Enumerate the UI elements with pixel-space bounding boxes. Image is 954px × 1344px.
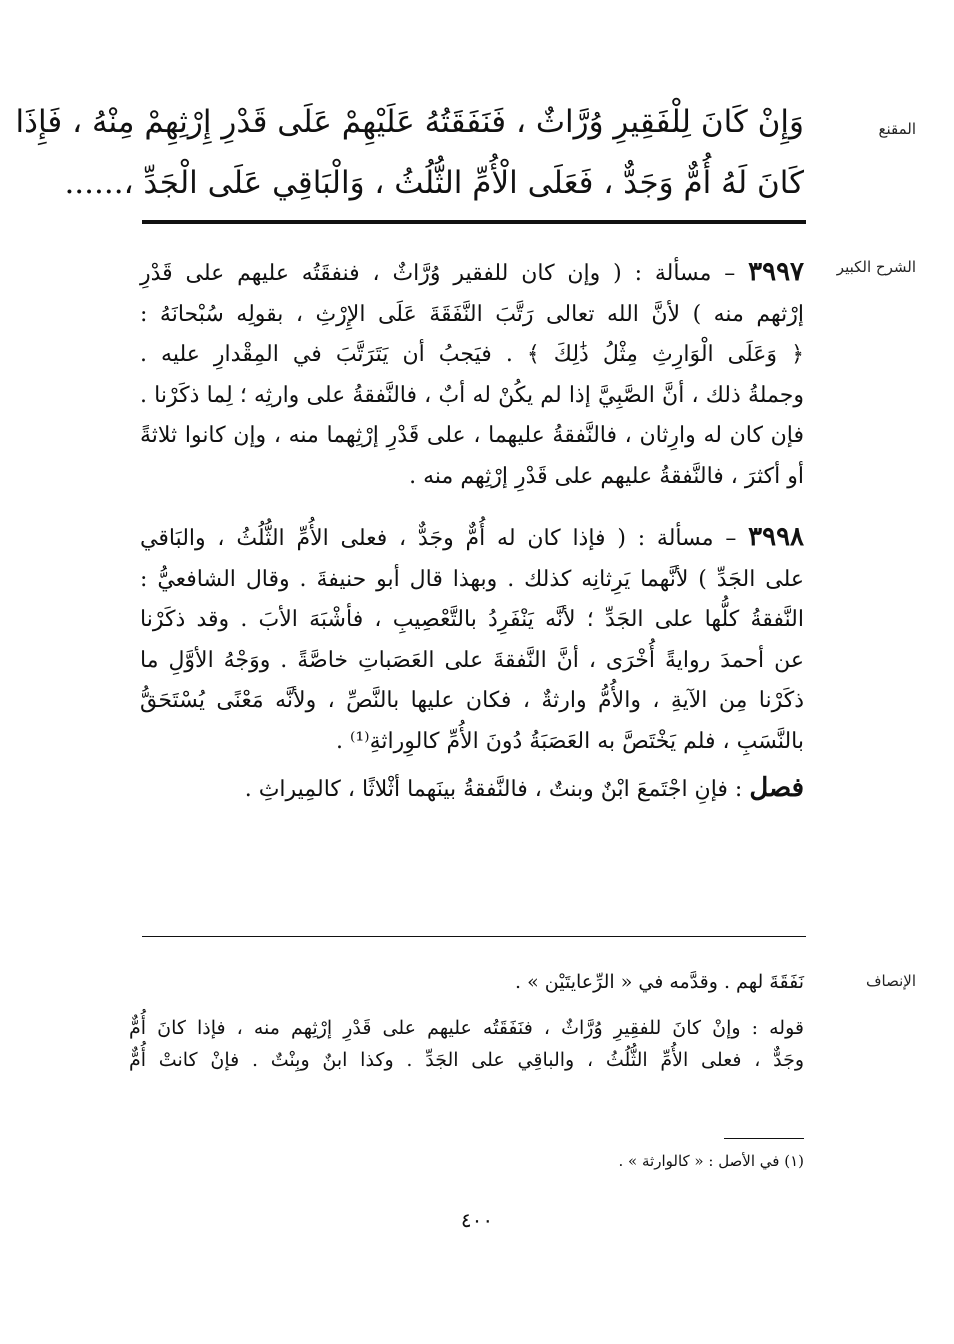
paragraph-line: وجملةُ ذلك ، أنَّ الصَّبِيَّ إذا لم يكُنْ له أبٌ ، فالنَّفقةُ على وارثِه ؛ لِما ذكَرْنا . bbox=[140, 382, 804, 408]
sharh-text bbox=[140, 252, 804, 811]
footnote-rule bbox=[724, 1138, 804, 1139]
insaf-text bbox=[129, 966, 804, 1076]
paragraph-line: فإن كان له وارِثان ، فالنَّفقةُ عليهما ، على قَدْرِ إرْثِهما منه ، وإن كانوا ثلاثةً bbox=[140, 423, 804, 448]
paragraph-line: عن أحمدَ روايةً أُخْرَى ، أنَّ النَّفقةَ على العَصَباتِ خاصَّةً . ووَجْهُ الأوَّلِ ما bbox=[140, 647, 804, 673]
masala-text: – مسألة : ( فإذا كان له أُمٌّ وجَدٌّ ، فعلى الأُمِّ الثُّلُثُ ، والبَاقي bbox=[140, 526, 737, 551]
paragraph-line: بالنَّسَبِ ، فلم يَخْتَصَّ به العَصَبَةُ دُونَ الأُمِّ كالوِراثةِ⁽¹⁾ . bbox=[335, 728, 804, 754]
footnote: (١) في الأصل : « كالوارثة » . bbox=[618, 1152, 804, 1170]
margin-label-muqni: المقنع bbox=[878, 120, 916, 138]
margin-label-insaf: الإنصاف bbox=[865, 972, 916, 990]
paragraph-line: إرْثهم منه ) لأنَّ الله تعالى رَتَّبَ النَّفَقَةَ عَلَى الإِرْثِ ، بقولِه سُبْحانَهُ : bbox=[140, 301, 804, 327]
paragraph-line: ذكَرْنا مِن الآيةِ ، والأُمُّ وارثةٌ ، فكان عليها بالنَّصِّ ، ولأنَّه مَعْنًى يُسْتَحَقُّ bbox=[140, 688, 804, 713]
masala-3997-heading bbox=[140, 252, 804, 295]
fasl-label: فصل bbox=[749, 773, 804, 803]
paragraph-line: النَّفقةُ كلُّها على الجَدِّ ؛ لأنَّه يَنْفَرِدُ بالتَّعْصِيبِ ، فأشْبَهَ الأبَ . وقد ذكَرْنا bbox=[140, 607, 804, 632]
muqni-line-1: وَإِنْ كَانَ لِلْفَقِيرِ وُرَّاثٌ ، فَنَفَقَتُهُ عَلَيْهِمْ عَلَى قَدْرِ إِرْثِهِمْ مِنْهُ ، فَإِذَا bbox=[15, 104, 804, 140]
insaf-first-line: نَفَقَةَ لهم . وقدَّمه في « الرِّعايتَيْن » . bbox=[515, 971, 804, 993]
masala-number: ٣٩٩٨ bbox=[748, 522, 804, 552]
insaf-line: قوله : وإنْ كانَ للفقِيرِ وُرَّاثٌ ، فنَفَقَتُه عليهم على قَدْرِ إرْثِهم منه ، فإذا كانَ أُمٌّ bbox=[129, 1017, 804, 1039]
masala-text: – مسألة : ( وإن كان للفقير وُرَّاثٌ ، فنفقَتُه عليهم على قَدْرِ bbox=[140, 261, 736, 286]
fasl-line bbox=[140, 768, 804, 811]
margin-label-sharh: الشرح الكبير bbox=[836, 258, 916, 276]
paragraph-line: ﴿ وَعَلَى الْوَارِثِ مِثْلُ ذَٰلِكَ ﴾ . فيَجبُ أن يَتَرَتَّبَ في المِقْدارِ عليه . bbox=[140, 342, 804, 367]
masala-number: ٣٩٩٧ bbox=[748, 257, 805, 287]
paragraph-line: على الجَدِّ ) لأنَّهما يَرِثانِه كذلك . وبهذا قال أبو حنيفةَ . وقال الشافعيُّ : bbox=[140, 566, 804, 592]
muqni-line-2: كَانَ لَهُ أُمٌّ وَجَدٌّ ، فَعَلَى الْأُمِّ الثُّلُثُ ، وَالْبَاقِي عَلَى الْجَدِّ ،...... bbox=[64, 165, 804, 201]
section-divider bbox=[142, 220, 806, 224]
section-divider bbox=[142, 936, 806, 937]
masala-3998-heading bbox=[140, 517, 804, 560]
fasl-text: : فإنِ اجْتَمعَ ابْنٌ وبنتٌ ، فالنَّفقةُ بينَهما أثْلاثًا ، كالمِيراثِ . bbox=[244, 777, 743, 802]
page-number: ٤٠٠ bbox=[460, 1208, 494, 1232]
muqni-text bbox=[15, 92, 804, 214]
paragraph-line: أو أكثرَ ، فالنَّفقةُ عليهم على قَدْرِ إرْثِهم منه . bbox=[409, 463, 804, 489]
insaf-line: وجَدٌّ ، فعلى الأُمِّ الثُّلُثُ ، والباقِي على الجَدِّ . وكذا ابنٌ وبِنْتٌ . فإنْ كانتْ أُمٌّ bbox=[129, 1049, 804, 1071]
